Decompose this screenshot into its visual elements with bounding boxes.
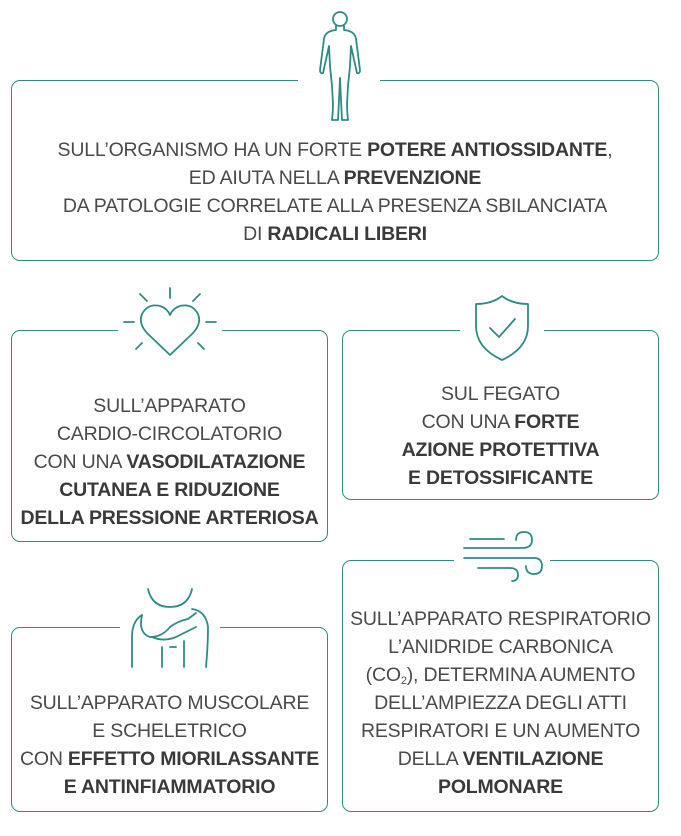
card-antioxidant-text (11, 136, 659, 248)
text-line: E DETOSSIFICANTE (408, 467, 593, 489)
text-line: CON UNA FORTE (421, 411, 580, 433)
card-liver-text (342, 380, 659, 492)
text-line: DELLA VENTILAZIONE (397, 748, 604, 770)
muscle-torso-icon (122, 585, 218, 671)
text-line: L’ANIDRIDE CARBONICA (388, 636, 613, 658)
card-respiratory-text (342, 605, 659, 801)
text-line: SULL’APPARATO (93, 395, 246, 417)
text-line: RESPIRATORI E UN AUMENTO (360, 720, 641, 742)
card-muscle-text (11, 689, 328, 801)
human-body-icon (315, 8, 365, 126)
shield-check-icon (470, 292, 534, 364)
text-line: CON EFFETTO MIORILASSANTE (19, 748, 320, 770)
text-line: SULL’ORGANISMO HA UN FORTE POTERE ANTIOSSIDANTE, (57, 139, 613, 161)
card-cardio-text (11, 392, 328, 532)
text-line: DA PATOLOGIE CORRELATE ALLA PRESENZA SBILANCIATA (62, 195, 608, 217)
text-line: CARDIO-CIRCOLATORIO (56, 423, 283, 445)
text-line: SUL FEGATO (441, 383, 560, 405)
text-line: CON UNA VASODILATAZIONE (33, 451, 306, 473)
text-line: DELL’AMPIEZZA DEGLI ATTI (374, 692, 627, 714)
text-line: SULL’APPARATO MUSCOLARE (29, 692, 310, 714)
wind-icon (460, 528, 544, 584)
text-line: SULL’APPARATO RESPIRATORIO (350, 608, 651, 630)
text-line: DELLA PRESSIONE ARTERIOSA (20, 507, 319, 529)
text-line: ED AIUTA NELLA PREVENZIONE (188, 167, 482, 189)
text-line: $(CO_2)$, DETERMINA AUMENTO (365, 664, 636, 687)
text-line: E SCHELETRICO (92, 720, 247, 742)
heart-icon (118, 285, 222, 369)
text-line: DI RADICALI LIBERI (243, 223, 427, 245)
text-line: E ANTINFIAMMATORIO (63, 776, 276, 798)
text-line: POLMONARE (438, 776, 563, 798)
text-line: AZIONE PROTETTIVA (401, 439, 600, 461)
text-line: CUTANEA E RIDUZIONE (59, 479, 280, 501)
